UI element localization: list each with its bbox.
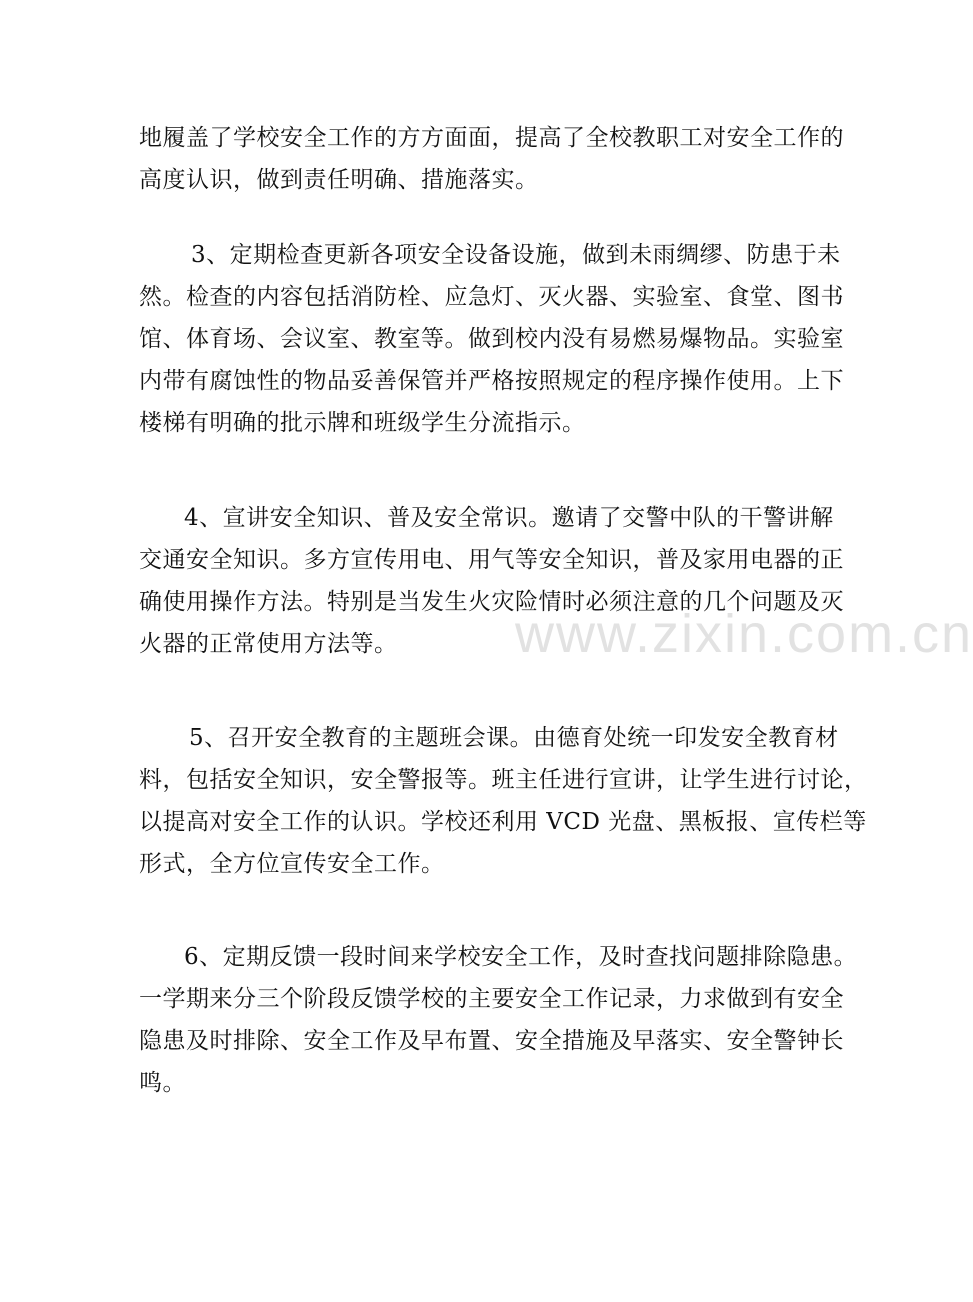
text-line: 隐患及时排除、安全工作及早布置、安全措施及早落实、安全警钟长: [139, 1028, 844, 1054]
text-line: 馆、体育场、会议室、教室等。做到校内没有易燃易爆物品。实验室: [139, 326, 844, 352]
text-line: 确使用操作方法。特别是当发生火灾险情时必须注意的几个问题及灭: [139, 589, 844, 615]
paragraph-item-5: [139, 717, 868, 885]
text-line: 内带有腐蚀性的物品妥善保管并严格按照规定的程序操作使用。上下: [139, 368, 844, 394]
text-line: 以提高对安全工作的认识。学校还利用 VCD 光盘、黑板报、宣传栏等: [139, 809, 867, 835]
text-line: 3、定期检查更新各项安全设备设施，做到未雨绸缪、防患于未: [191, 242, 841, 268]
text-line: 楼梯有明确的批示牌和班级学生分流指示。: [139, 410, 586, 436]
paragraph-item-3: [139, 234, 844, 444]
text-line: 4、宣讲安全知识、普及安全常识。邀请了交警中队的干警讲解: [184, 505, 834, 531]
paragraph-intro: [139, 117, 844, 201]
text-line: 5、召开安全教育的主题班会课。由德育处统一印发安全教育材: [189, 725, 839, 751]
text-line: 一学期来分三个阶段反馈学校的主要安全工作记录，力求做到有安全: [139, 986, 844, 1012]
text-line: 地履盖了学校安全工作的方方面面，提高了全校教职工对安全工作的: [139, 125, 844, 151]
text-line: 高度认识，做到责任明确、措施落实。: [139, 167, 539, 193]
text-line: 料，包括安全知识，安全警报等。班主任进行宣讲，让学生进行讨论，: [139, 767, 868, 793]
paragraph-item-4: [139, 497, 844, 665]
text-line: 鸣。: [139, 1070, 186, 1096]
paragraph-item-6: [139, 936, 858, 1104]
text-line: 形式，全方位宣传安全工作。: [139, 851, 445, 877]
text-line: 交通安全知识。多方宣传用电、用气等安全知识，普及家用电器的正: [139, 547, 844, 573]
text-line: 火器的正常使用方法等。: [139, 631, 398, 657]
text-line: 然。检查的内容包括消防栓、应急灯、灭火器、实验室、食堂、图书: [139, 284, 844, 310]
watermark: www.zixin.com.cn: [515, 604, 973, 664]
text-line: 6、定期反馈一段时间来学校安全工作，及时查找问题排除隐患。: [184, 944, 858, 970]
